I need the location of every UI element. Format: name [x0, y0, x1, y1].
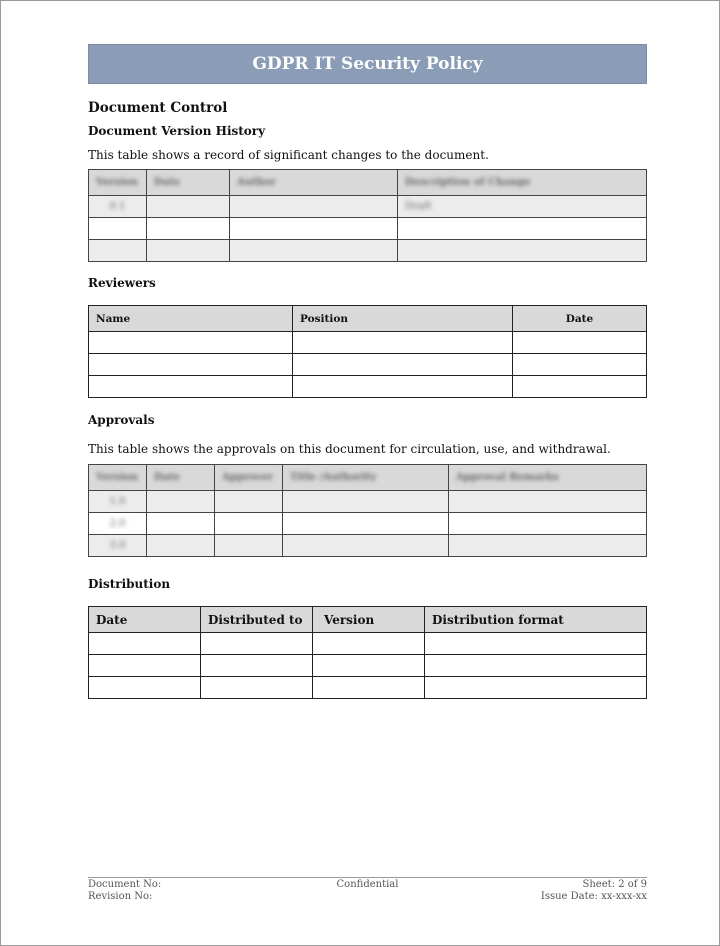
table-cell [147, 196, 230, 218]
column-header: Date [513, 306, 647, 332]
table-cell [147, 491, 215, 513]
table-cell [449, 491, 647, 513]
table-cell [147, 218, 230, 240]
table-cell [230, 240, 398, 262]
table-header-row [89, 465, 647, 491]
version-history-table [88, 169, 647, 262]
column-header: Distribution format [425, 607, 647, 633]
footer-issue-date: Issue Date: xx-xxx-xx [540, 891, 647, 902]
column-header: Approver [215, 465, 283, 491]
table-row [89, 218, 647, 240]
column-header: Version [89, 465, 147, 491]
table-cell [147, 240, 230, 262]
table-cell: 2.0 [89, 513, 147, 535]
table-cell [313, 677, 425, 699]
table-cell [89, 332, 293, 354]
table-header-row [89, 607, 647, 633]
approvals-heading: Approvals [88, 413, 155, 427]
table-row [89, 332, 647, 354]
table-row [89, 354, 647, 376]
column-header: Version [89, 170, 147, 196]
table-row [89, 677, 647, 699]
table-cell [89, 354, 293, 376]
table-cell [513, 354, 647, 376]
table-cell [293, 376, 513, 398]
table-cell [89, 655, 201, 677]
table-row [89, 633, 647, 655]
footer-document-no: Document No: [88, 879, 162, 890]
distribution-table [88, 606, 647, 699]
table-cell [283, 535, 449, 557]
page-footer [88, 877, 647, 903]
column-header: Version [313, 607, 425, 633]
document-control-heading: Document Control [88, 100, 228, 116]
table-cell: 1.0 [89, 491, 147, 513]
table-cell [283, 513, 449, 535]
column-header: Name [89, 306, 293, 332]
table-cell [398, 240, 647, 262]
reviewers-heading: Reviewers [88, 276, 156, 290]
table-cell: 3.0 [89, 535, 147, 557]
table-cell [201, 655, 313, 677]
table-cell [89, 218, 147, 240]
approvals-description: This table shows the approvals on this document for circulation, use, and withdrawal. [88, 442, 611, 456]
column-header: Date [147, 465, 215, 491]
table-row [89, 491, 647, 513]
column-header: Position [293, 306, 513, 332]
footer-sheet-number: Sheet: 2 of 9 [582, 879, 647, 890]
table-cell [89, 240, 147, 262]
table-cell [513, 376, 647, 398]
column-header: Distributed to [201, 607, 313, 633]
table-cell [147, 513, 215, 535]
distribution-heading: Distribution [88, 577, 171, 591]
table-cell [293, 354, 513, 376]
table-cell [89, 376, 293, 398]
approvals-table [88, 464, 647, 557]
table-row [89, 240, 647, 262]
version-history-heading: Document Version History [88, 124, 266, 138]
table-cell [449, 513, 647, 535]
table-header-row [89, 306, 647, 332]
version-history-description: This table shows a record of significant changes to the document. [88, 148, 489, 162]
table-cell [425, 633, 647, 655]
table-cell [89, 633, 201, 655]
column-header: Title /Authority [283, 465, 449, 491]
table-row [89, 196, 647, 218]
table-cell [398, 218, 647, 240]
table-cell [201, 677, 313, 699]
table-cell: 0.1 [89, 196, 147, 218]
table-cell [147, 535, 215, 557]
table-cell [215, 535, 283, 557]
column-header: Author [230, 170, 398, 196]
footer-confidential: Confidential [336, 879, 399, 890]
table-cell [201, 633, 313, 655]
column-header: Approval Remarks [449, 465, 647, 491]
table-cell [513, 332, 647, 354]
table-row [89, 513, 647, 535]
table-cell [313, 655, 425, 677]
column-header: Date [147, 170, 230, 196]
table-cell [89, 677, 201, 699]
table-row [89, 655, 647, 677]
table-cell [215, 513, 283, 535]
table-cell [283, 491, 449, 513]
document-title: GDPR IT Security Policy [88, 44, 647, 84]
table-cell: Draft [398, 196, 647, 218]
table-cell [425, 677, 647, 699]
reviewers-table [88, 305, 647, 398]
table-row [89, 535, 647, 557]
table-cell [230, 218, 398, 240]
table-header-row [89, 170, 647, 196]
table-row [89, 376, 647, 398]
table-cell [230, 196, 398, 218]
column-header: Date [89, 607, 201, 633]
table-cell [449, 535, 647, 557]
table-cell [313, 633, 425, 655]
table-cell [215, 491, 283, 513]
column-header: Description of Change [398, 170, 647, 196]
table-cell [293, 332, 513, 354]
table-cell [425, 655, 647, 677]
footer-revision-no: Revision No: [88, 891, 153, 902]
